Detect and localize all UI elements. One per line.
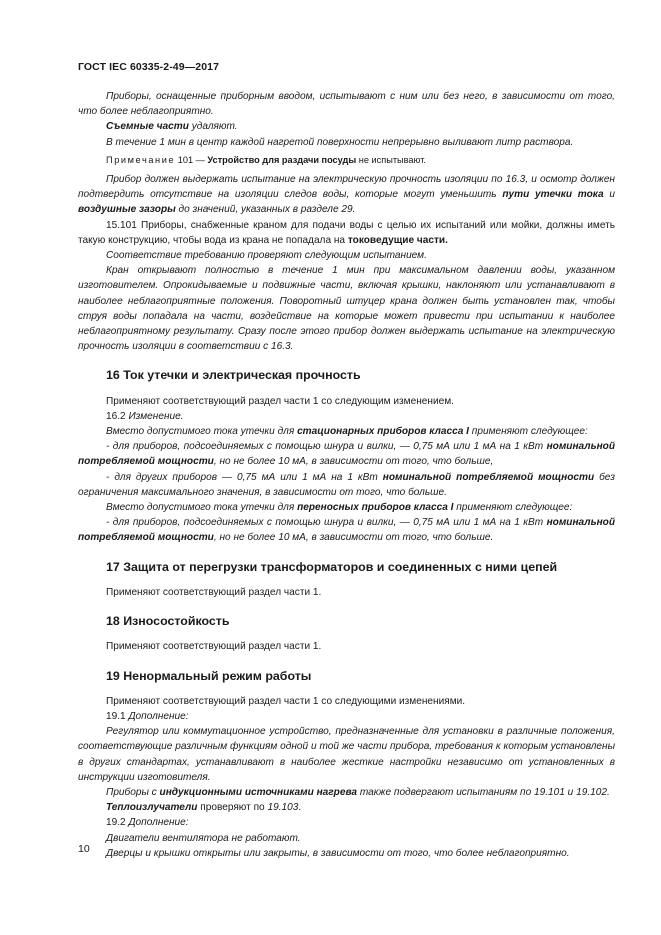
list-item (78, 439, 615, 469)
text: - для приборов, подсоединяемых с помощью шнура и вилки, — 0,75 мА или 1 мА на 1 кВт (106, 441, 547, 453)
document-header: ГОСТ IEC 60335-2-49—2017 (78, 61, 220, 73)
paragraph (78, 831, 615, 846)
text: Дополнение: (128, 710, 189, 722)
text: без ограничения максимального значения, в зависимости от того, что больше. (78, 471, 615, 498)
text: - для приборов, подсоединяемых с помощью шнура и вилки, — 0,75 мА или 1 мА на 1 кВт (106, 517, 547, 529)
text: - для других приборов — 0,75 мА или 1 мА на 1 кВт (106, 471, 383, 483)
text: проверяют по (197, 802, 268, 814)
text: Изменение. (128, 410, 184, 422)
term: Теплоизлучатели (106, 802, 198, 814)
paragraph (78, 800, 615, 815)
term: индукционными источниками нагрева (159, 786, 358, 798)
clause-number: 19.2 (106, 817, 129, 829)
term: стационарных приборов класса I (297, 426, 469, 438)
paragraph (78, 846, 615, 861)
text: Применяют соответствующий раздел части 1. (106, 641, 322, 653)
text: . (298, 802, 302, 814)
note-number: 101 — (175, 154, 208, 165)
term: переносных приборов класса I (297, 502, 454, 514)
text: Прибор должен выдержать испытание на электрическую прочность изоляции по 16.3, и осмотр должен подтвердить отсутствие на изоляции следов воды, которые могут уменьшить (78, 174, 615, 201)
paragraph (78, 585, 615, 600)
section-heading-18: 18 Износостойкость (106, 614, 230, 629)
term: Съемные части (106, 121, 189, 133)
paragraph (78, 694, 615, 709)
text: 15.101 Приборы, снабженные краном для подачи воды с целью их испытаний или мойки, должны иметь такую конструкцию, чтобы вода из крана не попадала на (78, 219, 615, 246)
list-item (78, 470, 615, 500)
spacer (78, 354, 615, 368)
spacer (78, 546, 615, 560)
paragraph (78, 218, 615, 248)
text: Приборы, оснащенные приборным вводом, испытывают с ним или без него, в зависимости от того, что более неблагоприятно. (78, 91, 615, 118)
term: номинальной потребляемой мощности (382, 471, 595, 483)
page-number: 10 (78, 843, 90, 855)
term: пути утечки тока (502, 189, 604, 201)
paragraph (78, 394, 615, 409)
spacer (78, 629, 615, 639)
text: Применяют соответствующий раздел части 1 со следующим изменением. (106, 395, 454, 407)
text: удаляют. (188, 121, 238, 133)
paragraph (78, 709, 615, 724)
text: Соответствие требованию проверяют следующим испытанием. (106, 250, 427, 262)
section-heading-17: 17 Защита от перегрузки трансформаторов и соединенных с ними цепей (106, 559, 558, 574)
paragraph (78, 409, 615, 424)
text: Приборы с (106, 786, 160, 798)
text: применяют следующее: (468, 426, 588, 438)
spacer (78, 600, 615, 614)
text: , но не более 10 мА, в зависимости от того, что больше. (213, 532, 494, 544)
paragraph (78, 724, 615, 785)
text: Применяют соответствующий раздел части 1 со следующими изменениями. (106, 695, 466, 707)
term: Устройство для раздачи посуды (207, 154, 357, 165)
paragraph (78, 119, 615, 134)
text: Применяют соответствующий раздел части 1. (106, 586, 322, 598)
list-item (78, 515, 615, 545)
text: также подвергают испытаниям по 19.101 и 19.102. (357, 786, 610, 798)
text: , но не более 10 мА, в зависимости от того, что больше, (213, 456, 494, 468)
text: Дополнение: (128, 817, 189, 829)
spacer (78, 655, 615, 669)
paragraph (78, 815, 615, 830)
clause-number: 16.2 (106, 410, 129, 422)
section-heading-19: 19 Ненормальный режим работы (106, 668, 312, 683)
spacer (78, 684, 615, 694)
paragraph (78, 639, 615, 654)
term: номинальной потребляемой мощности (78, 441, 615, 468)
reference: 19.103 (267, 802, 299, 814)
note-label: Примечание (106, 154, 176, 165)
text: В течение 1 мин в центр каждой нагретой поверхности непрерывно выливают литр раствора. (106, 136, 574, 148)
term: токоведущие части. (347, 234, 448, 246)
term: номинальной потребляемой мощности (78, 517, 615, 544)
paragraph (78, 89, 615, 119)
text: Вместо допустимого тока утечки для (106, 502, 298, 514)
text: применяют следующее: (453, 502, 573, 514)
paragraph (78, 424, 615, 439)
text: Кран открывают полностью в течение 1 мин при максимальном давлении воды, указанном изготовителем. Опрокидываемые и подвижные части, включая крышки, наклоняют или устанавливают в наиболее неблагоприятные положения. Поворотный штуцер крана должен быть установлен так, чтобы струя воды попадала на части, воздействие на которые может привести при испытании к наиболее неблагоприятному результату. Сразу после этого прибор должен выдержать испытание на электрическую прочность изоляции в соответствии с 16.3. (78, 265, 615, 353)
spacer (78, 384, 615, 394)
text: Регулятор или коммутационное устройство, предназначенные для установки в различные положения, соответствующие различным функциям одной и той же части прибора, требования к которым установлены в других стандартах, устанавливают в наиболее жесткие настройки независимо от установленных в инструкции изготовителя. (78, 726, 615, 783)
text: Дверцы и крышки открыты или закрыты, в зависимости от того, что более неблагоприятно. (106, 847, 570, 859)
clause-number: 19.1 (106, 710, 129, 722)
paragraph (78, 785, 615, 800)
text: и (603, 189, 616, 201)
document-body (78, 89, 615, 861)
paragraph (78, 135, 615, 150)
paragraph (78, 263, 615, 354)
paragraph (78, 172, 615, 218)
text: Двигатели вентилятора не работают. (106, 832, 301, 844)
text: не испытывают. (356, 154, 426, 165)
paragraph (78, 248, 615, 263)
text: до значений, указанных в разделе 29. (175, 204, 356, 216)
section-heading-16: 16 Ток утечки и электрическая прочность (106, 368, 361, 383)
term: воздушные зазоры (78, 204, 176, 216)
spacer (78, 575, 615, 585)
text: Вместо допустимого тока утечки для (106, 426, 298, 438)
paragraph (78, 500, 615, 515)
note (78, 153, 615, 168)
